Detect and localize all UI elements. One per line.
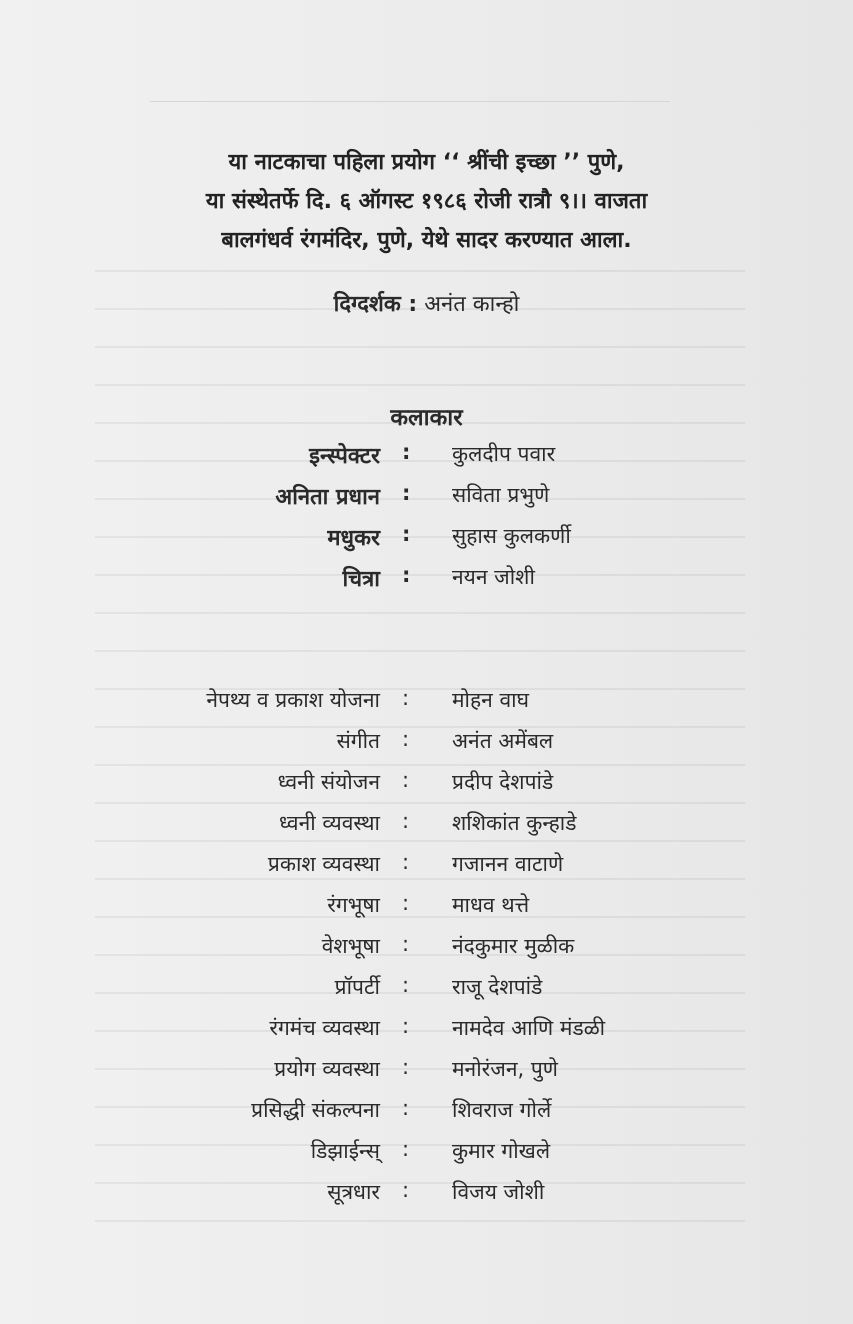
- separator: :: [402, 440, 411, 464]
- crew-role: प्रकाश व्यवस्था: [267, 852, 380, 876]
- crew-name: प्रदीप देशपांडे: [452, 770, 554, 794]
- cast-actor: सविता प्रभुणे: [452, 483, 550, 507]
- separator: :: [402, 1055, 410, 1079]
- crew-role: प्रॉपर्टी: [334, 975, 380, 999]
- crew-name: गजानन वाटाणे: [452, 852, 564, 876]
- crew-role: रंगभूषा: [327, 893, 380, 917]
- crew-name: मनोरंजन, पुणे: [452, 1057, 558, 1081]
- separator: :: [402, 563, 411, 587]
- separator: :: [402, 891, 410, 915]
- separator: :: [402, 973, 410, 997]
- separator: :: [402, 932, 410, 956]
- cast-actor: कुलदीप पवार: [452, 442, 556, 466]
- cast-heading: कलाकार: [390, 405, 463, 431]
- crew-name: राजू देशपांडे: [452, 975, 543, 999]
- separator: :: [402, 522, 411, 546]
- cast-row: [0, 563, 853, 601]
- separator: :: [402, 1178, 410, 1202]
- crew-row: [0, 850, 853, 888]
- separator: :: [402, 481, 411, 505]
- separator: :: [402, 768, 410, 792]
- intro-line-1: या नाटकाचा पहिला प्रयोग ‘‘ श्रींची इच्छा ’’ पुणे,: [228, 150, 625, 175]
- crew-row: [0, 809, 853, 847]
- crew-name: माधव थत्ते: [452, 893, 530, 917]
- crew-role: ध्वनी संयोजन: [277, 770, 380, 794]
- cast-role: इन्स्पेक्टर: [309, 444, 380, 469]
- crew-row: [0, 932, 853, 970]
- crew-name: शशिकांत कुन्हाडे: [452, 811, 577, 835]
- cast-row: [0, 522, 853, 560]
- separator: :: [402, 727, 410, 751]
- director-credit: [0, 288, 853, 318]
- crew-row: [0, 891, 853, 929]
- crew-name: मोहन वाघ: [452, 688, 530, 712]
- crew-row: [0, 1137, 853, 1175]
- director-name: अनंत कान्हो: [424, 292, 520, 317]
- crew-row: [0, 1055, 853, 1093]
- crew-name: कुमार गोखले: [452, 1139, 551, 1163]
- crew-role: वेशभूषा: [321, 934, 380, 958]
- cast-role: चित्रा: [342, 567, 380, 592]
- crew-row: [0, 768, 853, 806]
- separator: :: [402, 686, 410, 710]
- crew-row: [0, 1178, 853, 1216]
- crew-name: नंदकुमार मुळीक: [452, 934, 575, 958]
- crew-role: नेपथ्य व प्रकाश योजना: [206, 688, 380, 712]
- cast-role: अनिता प्रधान: [275, 485, 380, 510]
- cast-row: [0, 481, 853, 519]
- separator: :: [402, 1137, 410, 1161]
- crew-row: [0, 686, 853, 724]
- intro-line-2: या संस्थेतर्फे दि. ६ ऑगस्ट १९८६ रोजी रात्रौ ९।। वाजता: [205, 189, 648, 214]
- cast-role: मधुकर: [327, 526, 380, 551]
- director-label: दिग्दर्शक :: [333, 292, 418, 317]
- crew-role: सूत्रधार: [327, 1180, 380, 1204]
- crew-role: डिझाईन्स्: [310, 1139, 380, 1163]
- crew-role: ध्वनी व्यवस्था: [279, 811, 380, 835]
- crew-row: [0, 1096, 853, 1134]
- cast-actor: नयन जोशी: [452, 565, 535, 589]
- crew-role: प्रयोग व्यवस्था: [274, 1057, 380, 1081]
- crew-name: विजय जोशी: [452, 1180, 545, 1204]
- crew-row: [0, 973, 853, 1011]
- separator: :: [402, 850, 410, 874]
- crew-role: संगीत: [336, 729, 380, 753]
- crew-name: शिवराज गोर्ले: [452, 1098, 552, 1122]
- crew-row: [0, 1014, 853, 1052]
- crew-name: अनंत अमेंबल: [452, 729, 554, 753]
- separator: :: [402, 809, 410, 833]
- crew-row: [0, 727, 853, 765]
- separator: :: [402, 1014, 410, 1038]
- cast-row: [0, 440, 853, 478]
- cast-actor: सुहास कुलकर्णी: [452, 524, 571, 548]
- crew-role: प्रसिद्धी संकल्पना: [251, 1098, 380, 1122]
- crew-name: नामदेव आणि मंडळी: [452, 1016, 606, 1040]
- crew-role: रंगमंच व्यवस्था: [269, 1016, 380, 1040]
- top-rule: [150, 101, 670, 102]
- intro-line-3: बालगंधर्व रंगमंदिर, पुणे, येथे सादर करण्यात आला.: [221, 228, 632, 253]
- separator: :: [402, 1096, 410, 1120]
